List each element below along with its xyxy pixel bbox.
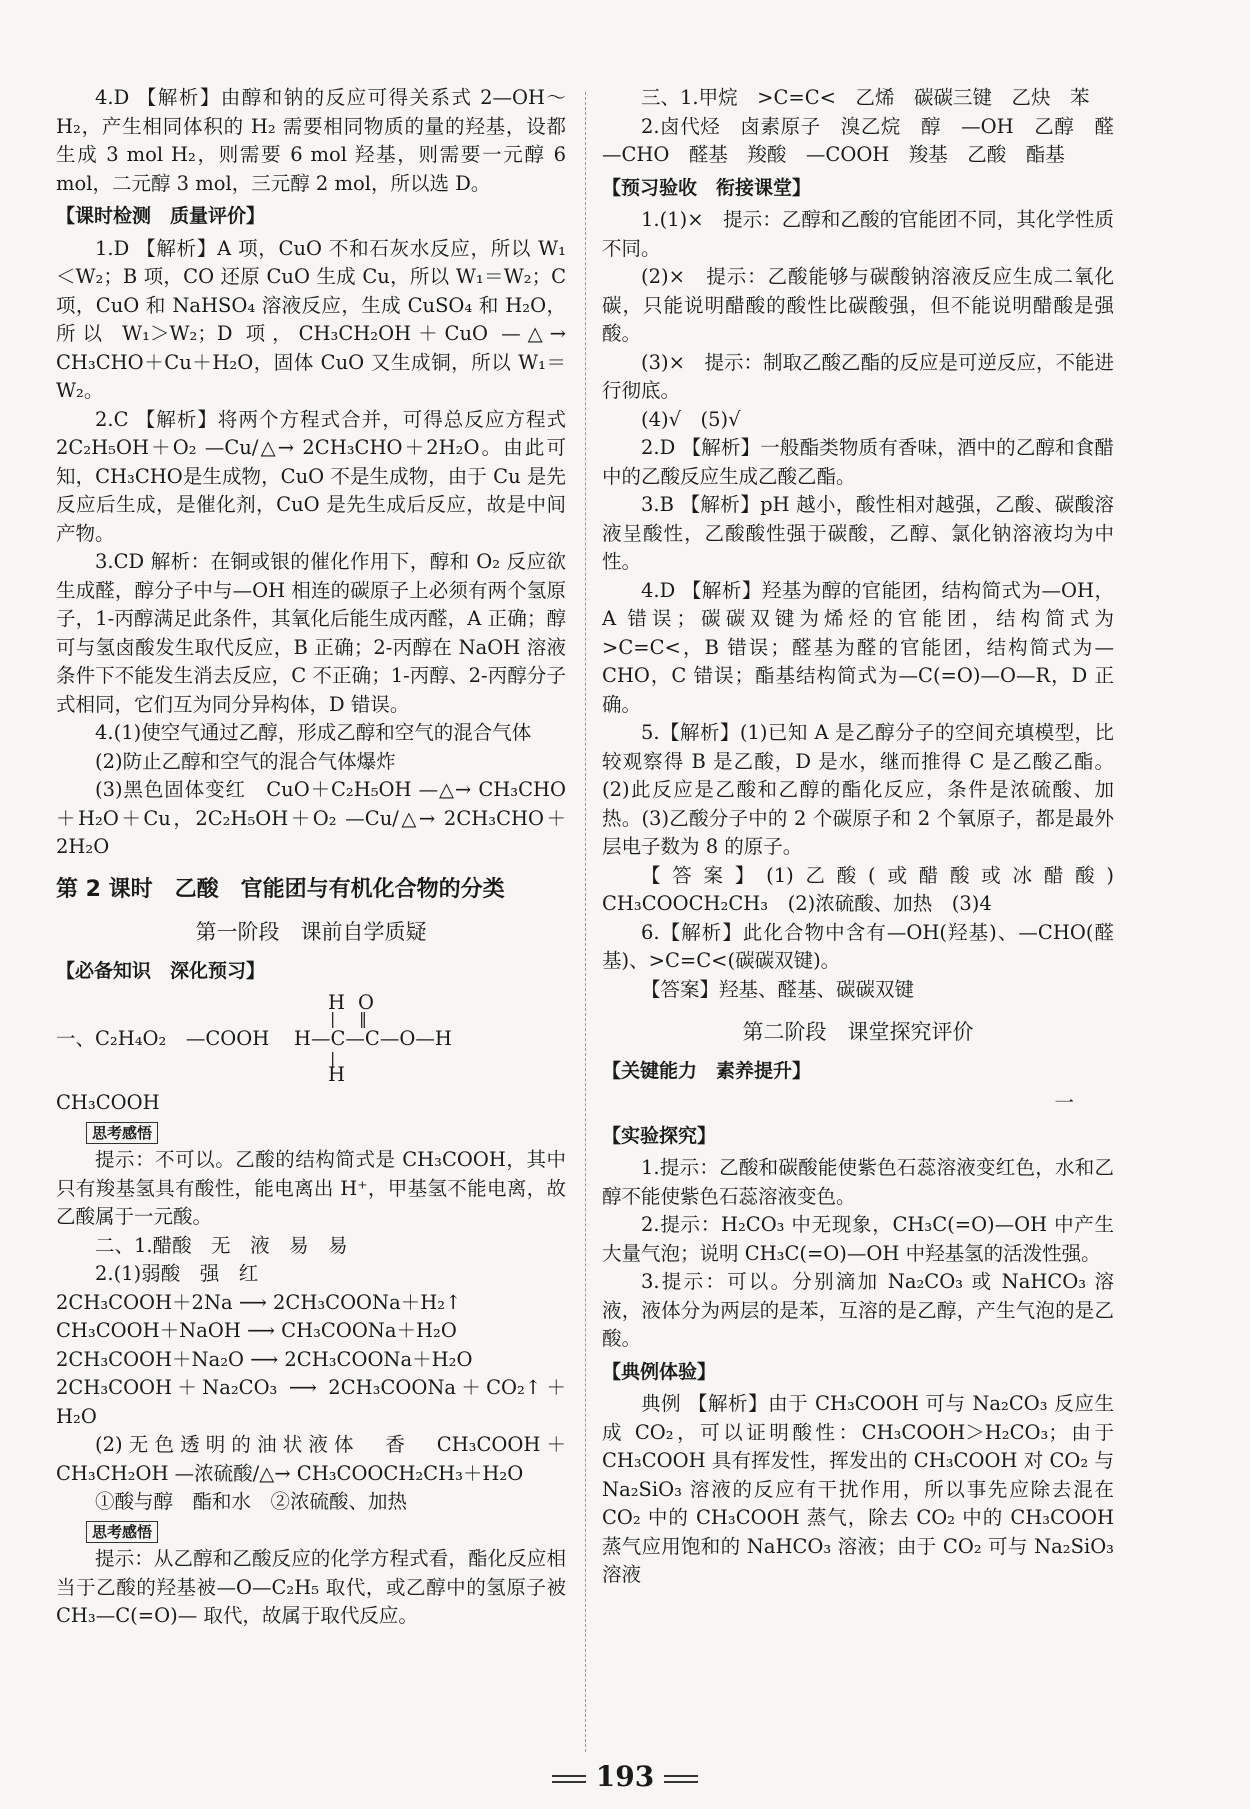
formula-top-h: H [328, 991, 346, 1014]
acid-line: 2.(1)弱酸 强 红 [95, 1262, 259, 1285]
formula-main-row: H—C—C—O—H [294, 1027, 452, 1050]
chapter-title: 第 2 课时 乙酸 官能团与有机化合物的分类 [56, 876, 505, 902]
answer-4-1: 4.(1)使空气通过乙醇，形成乙醇和空气的混合气体 [95, 721, 532, 744]
experiment-1: 1.提示：乙酸和碳酸能使紫色石蕊溶液变红色，水和乙醇不能使紫色石蕊溶液变色。 [602, 1156, 1114, 1208]
hint-substitution: 提示：从乙醇和乙酸反应的化学方程式看，酯化反应相当于乙酸的羟基被—O—C₂H₅ 取代，或乙醇中的氢原子被 CH₃—C(=O)— 取代，故属于取代反应。 [56, 1547, 566, 1627]
answer-4-3: (3)黑色固体变红 CuO＋C₂H₅OH —△→ CH₃CHO＋H₂O＋Cu，2C₂H₅OH＋O₂ —Cu/△→ 2CH₃CHO＋2H₂O [56, 778, 566, 858]
section-header-key-abilities: 【关键能力 素养提升】 [602, 1059, 812, 1082]
answer-2c: 2.C 【解析】将两个方程式合并，可得总反应方程式 2C₂H₅OH＋O₂ —Cu/△→ 2CH₃CHO＋2H₂O。由此可知，CH₃CHO是生成物，CuO 不是生成物，由于 Cu 是先反应后生成，是催化剂，CuO 是先生成后反应，故是中间产物。 [56, 407, 566, 545]
check-5-analysis: 5.【解析】(1)已知 A 是乙醇分子的空间充填模型，比较观察得 B 是乙酸，D 是水，继而推得 C 是乙酸乙酯。(2)此反应是乙酸和乙醇的酯化反应，条件是浓硫酸、加热。(3)乙酸分子中的 2 个碳原子和 2 个氧原子，都是最外层电子数为 8 的原子。 [602, 721, 1114, 858]
properties-line: 二、1.醋酸 无 液 易 易 [95, 1233, 348, 1257]
check-1-3: (3)× 提示：制取乙酸乙酯的反应是可逆反应，不能进行彻底。 [602, 350, 1114, 402]
check-1-45: (4)√ (5)√ [641, 407, 741, 431]
section-header-example: 【典例体验】 [602, 1360, 717, 1383]
section-header-preview-check: 【预习验收 衔接课堂】 [602, 176, 812, 199]
answer-1d: 1.D 【解析】A 项，CuO 不和石灰水反应，所以 W₁＜W₂；B 项，CO 还原 CuO 生成 Cu，所以 W₁＝W₂；C 项，CuO 和 NaHSO₄ 溶液反应，生成 CuSO₄ 和 H₂O，所以 W₁＞W₂；D 项，CH₃CH₂OH＋CuO —△→ CH₃CHO＋Cu＋H₂O，固体 CuO 又生成铜，所以 W₁＝W₂。 [56, 236, 566, 402]
check-1-1: 1.(1)× 提示：乙醇和乙酸的官能团不同，其化学性质不同。 [602, 208, 1114, 260]
page-rule-left [552, 1775, 586, 1783]
section-header-experiment: 【实验探究】 [602, 1124, 717, 1147]
equation-na2co3: 2CH₃COOH＋Na₂CO₃ ⟶ 2CH₃COONa＋CO₂↑＋H₂O [56, 1376, 566, 1428]
formula-bottom-bond: | [330, 1049, 336, 1068]
esterification-notes: ①酸与醇 酯和水 ②浓硫酸、加热 [95, 1490, 408, 1513]
check-6-analysis: 6.【解析】此化合物中含有—OH(羟基)、—CHO(醛基)、>C=C<(碳碳双键)。 [602, 920, 1114, 972]
acetic-acid-structure [56, 989, 566, 1089]
section-three-line: 三、1.甲烷 >C=C< 乙烯 碳碳三键 乙炔 苯 [641, 86, 1090, 109]
check-6-answer: 【答案】羟基、醛基、碳碳双键 [641, 977, 915, 1001]
stage-two-title: 第二阶段 课堂探究评价 [742, 1020, 974, 1044]
equation-naoh: CH₃COOH＋NaOH ⟶ CH₃COONa＋H₂O [56, 1319, 457, 1342]
hint-monoacid: 提示：不可以。乙酸的结构简式是 CH₃COOH，其中只有羧基氢具有酸性，能电离出 H⁺，甲基氢不能电离，故乙酸属于一元酸。 [56, 1148, 566, 1228]
answer-3cd: 3.CD 解析：在铜或银的催化作用下，醇和 O₂ 反应欲生成醛，醇分子中与—OH 相连的碳原子上必须有两个氢原子，1-丙醇满足此条件，其氧化后能生成丙醛，A 正确；醇可与氢卤酸发生取代反应，B 正确；2-丙醇在 NaOH 溶液条件下不能发生消去反应，C 不正确；1-丙醇、2-丙醇分子式相同，它们互为同分异构体，D 错误。 [56, 550, 566, 716]
section-header-lesson-check: 【课时检测 质量评价】 [56, 205, 266, 227]
check-2d: 2.D 【解析】一般酯类物质有香味，酒中的乙醇和食醋中的乙酸反应生成乙酸乙酯。 [602, 436, 1114, 488]
esterification-line: (2)无色透明的油状液体 香 CH₃COOH＋CH₃CH₂OH —浓硫酸/△→ CH₃COOCH₂CH₃＋H₂O [56, 1433, 566, 1485]
experiment-2: 2.提示：H₂CO₃ 中无现象，CH₃C(=O)—OH 中产生大量气泡；说明 CH₃C(=O)—OH 中羟基氢的活泼性强。 [602, 1213, 1114, 1265]
formula-double-bond: ‖ [359, 1009, 367, 1028]
formula-top-bond: | [330, 1009, 336, 1028]
example-analysis: 典例 【解析】由于 CH₃COOH 可与 Na₂CO₃ 反应生成 CO₂，可以证明酸性：CH₃COOH＞H₂CO₃；由于 CH₃COOH 具有挥发性，挥发出的 CH₃COOH 对 CO₂ 与 Na₂SiO₃ 溶液的反应有干扰作用，所以事先应除去混在 CO₂ 中的 CH₃COOH 蒸气，除去 CO₂ 中的 CH₃COOH 蒸气应用饱和的 NaHCO₃ 溶液；由于 CO₂ 可与 Na₂SiO₃ 溶液 [602, 1392, 1114, 1586]
column-divider [585, 92, 586, 1752]
right-column [602, 84, 1134, 1590]
thinking-tag: 思考感悟 [86, 1122, 158, 1144]
answer-4d: 4.D 【解析】由醇和钠的反应可得关系式 2—OH～H₂，产生相同体积的 H₂ 需要相同物质的量的羟基，设都生成 3 mol H₂，则需要 6 mol 羟基，则需要一元醇 6 mol，二元醇 3 mol，三元醇 2 mol，所以选 D。 [56, 86, 566, 195]
check-3b: 3.B 【解析】pH 越小，酸性相对越强，乙酸、碳酸溶液呈酸性，乙酸酸性强于碳酸，乙醇、氯化钠溶液均为中性。 [602, 493, 1114, 573]
answer-4-2: (2)防止乙醇和空气的混合气体爆炸 [95, 749, 396, 773]
check-5-answer: 【答案】(1)乙酸(或醋酸或冰醋酸) CH₃COOCH₂CH₃ (2)浓硫酸、加热 (3)4 [602, 863, 1134, 915]
equation-na: 2CH₃COOH＋2Na ⟶ 2CH₃COONa＋H₂↑ [56, 1290, 462, 1314]
ch3cooh-formula: CH₃COOH [56, 1091, 160, 1114]
page-number-text: 193 [595, 1760, 655, 1793]
experiment-3: 3.提示：可以。分别滴加 Na₂CO₃ 或 NaHCO₃ 溶液，液体分为两层的是苯，互溶的是乙醇，产生气泡的是乙酸。 [602, 1270, 1114, 1350]
check-4d: 4.D 【解析】羟基为醇的官能团，结构简式为—OH，A 错误；碳碳双键为烯烃的官能团，结构简式为 >C=C<，B 错误；醛基为醛的官能团，结构简式为—CHO，C 错误；酯基结构简式为—C(=O)—O—R，D 正确。 [602, 578, 1114, 716]
formula-prefix: 一、C₂H₄O₂ —COOH [56, 1027, 270, 1050]
formula-bottom-h: H [328, 1063, 346, 1086]
sub-number-one: 一 [1054, 1091, 1074, 1114]
page-rule-right [664, 1775, 698, 1783]
thinking-tag-2: 思考感悟 [86, 1521, 158, 1543]
section-header-essential-knowledge: 【必备知识 深化预习】 [56, 959, 266, 982]
stage-one-title: 第一阶段 课前自学质疑 [195, 920, 427, 944]
functional-groups-line: 2.卤代烃 卤素原子 溴乙烷 醇 —OH 乙醇 醛 —CHO 醛基 羧酸 —COOH 羧基 乙酸 酯基 [602, 114, 1134, 166]
page-number [0, 1760, 1250, 1793]
left-column [56, 84, 566, 1631]
equation-na2o: 2CH₃COOH＋Na₂O ⟶ 2CH₃COONa＋H₂O [56, 1347, 473, 1371]
formula-top-o: O [358, 991, 374, 1014]
check-1-2: (2)× 提示：乙酸能够与碳酸钠溶液反应生成二氧化碳，只能说明醋酸的酸性比碳酸强，但不能说明醋酸是强酸。 [602, 265, 1114, 345]
